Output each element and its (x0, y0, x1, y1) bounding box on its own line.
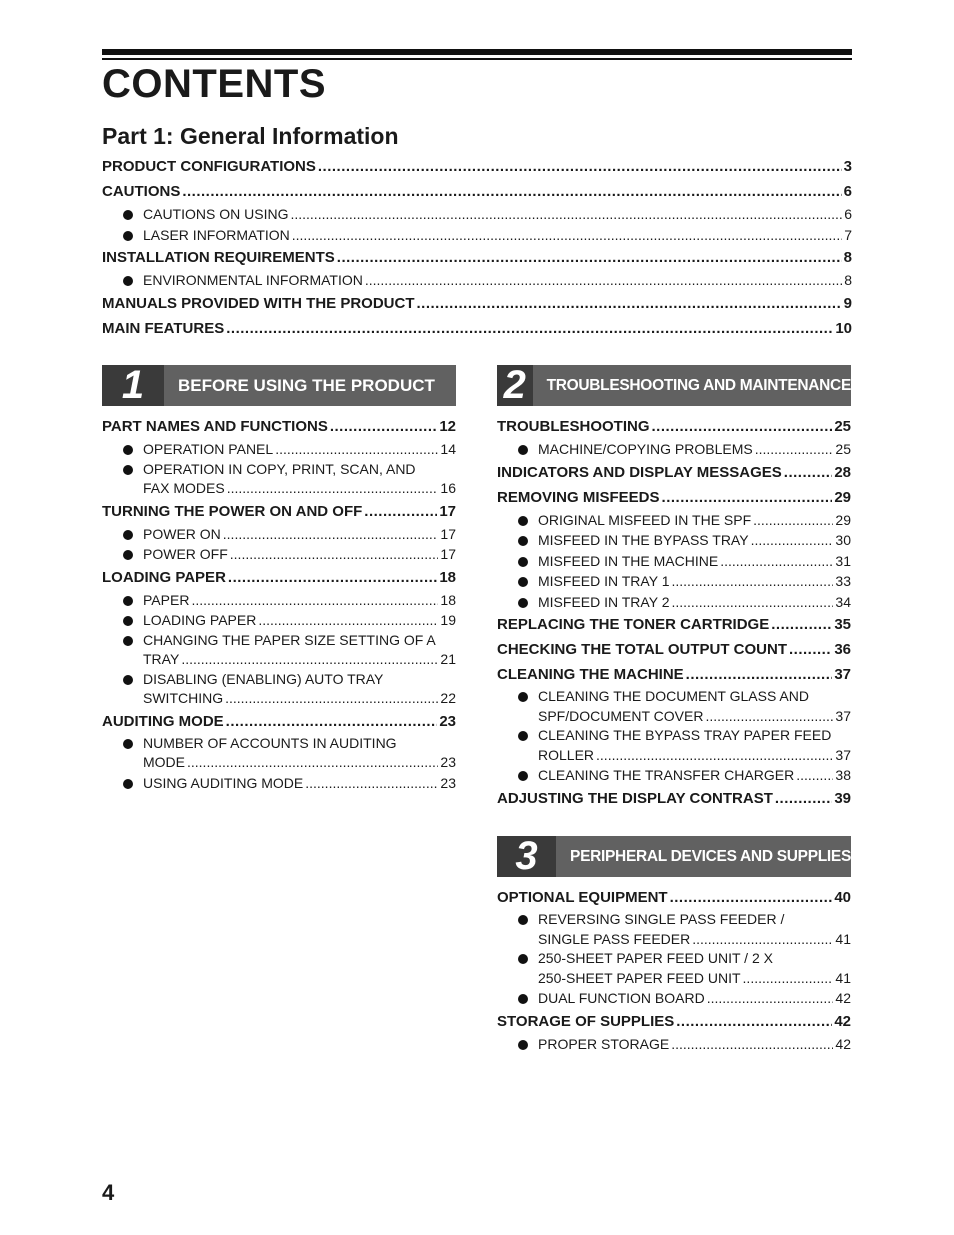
toc-page-number: 10 (835, 319, 852, 337)
bullet-icon (518, 771, 528, 781)
dot-leader (796, 765, 833, 786)
bullet-icon (123, 276, 133, 286)
toc-subitem-title: DUAL FUNCTION BOARD (538, 990, 705, 1006)
toc-section-title: OPTIONAL EQUIPMENT (497, 889, 668, 906)
toc-section-entry[interactable] (497, 786, 851, 811)
toc-subitem-entry[interactable] (497, 530, 851, 551)
toc-section-entry[interactable] (102, 414, 456, 439)
chapter-2-toc (497, 414, 851, 811)
toc-page-number: 18 (439, 568, 456, 586)
toc-section-entry[interactable] (497, 485, 851, 510)
toc-section-entry[interactable] (102, 179, 852, 204)
toc-page-number: 19 (440, 612, 456, 628)
toc-page-number: 34 (835, 593, 851, 610)
toc-subitem-entry[interactable] (497, 988, 851, 1009)
bullet-icon (518, 536, 528, 546)
toc-subitem-entry[interactable] (497, 571, 851, 592)
toc-page-number: 23 (440, 774, 456, 791)
dot-leader (365, 270, 842, 291)
bullet-icon (123, 530, 133, 540)
dot-leader (181, 650, 438, 670)
toc-subitem-entry[interactable] (497, 510, 851, 531)
toc-page-number: 41 (835, 969, 851, 986)
toc-section-entry[interactable] (102, 245, 852, 270)
toc-subitem-title: USING AUDITING MODE (143, 774, 304, 791)
dot-leader (671, 1034, 833, 1055)
toc-subitem-title: PAPER (143, 591, 190, 608)
toc-page-number: 25 (834, 418, 851, 435)
dot-leader (755, 439, 834, 460)
dot-leader (226, 709, 438, 734)
toc-section-title: CHECKING THE TOTAL OUTPUT COUNT (497, 641, 787, 658)
toc-subitem-title-line1: OPERATION IN COPY, PRINT, SCAN, AND (143, 460, 416, 477)
toc-page-number: 31 (835, 552, 851, 569)
dot-leader (182, 179, 841, 204)
toc-subitem-line2 (538, 930, 851, 950)
toc-section-entry[interactable] (497, 637, 851, 662)
toc-subitem-entry[interactable] (102, 773, 456, 794)
toc-section-title: REMOVING MISFEEDS (497, 488, 660, 506)
toc-subitem-title: MACHINE/COPYING PROBLEMS (538, 441, 753, 457)
toc-subitem-line2 (143, 479, 456, 499)
toc-page-number: 8 (844, 272, 852, 288)
toc-section-title: PART NAMES AND FUNCTIONS (102, 418, 328, 435)
toc-page-number: 40 (834, 889, 851, 906)
toc-page-number: 14 (440, 441, 456, 457)
dot-leader (771, 612, 832, 637)
chapter-2-header (497, 365, 851, 406)
toc-subitem-entry[interactable] (102, 204, 852, 225)
toc-subitem-entry[interactable] (102, 631, 456, 670)
toc-section-entry[interactable] (497, 612, 851, 637)
toc-section-title: MAIN FEATURES (102, 319, 225, 337)
toc-page-number: 39 (834, 789, 851, 807)
toc-subitem-title-line1: REVERSING SINGLE PASS FEEDER / (538, 911, 785, 927)
dot-leader (330, 414, 437, 439)
toc-section-entry[interactable] (102, 154, 852, 179)
toc-section-entry[interactable] (102, 291, 852, 316)
bullet-icon (518, 577, 528, 587)
dot-leader (692, 930, 833, 950)
bullet-icon (518, 731, 528, 741)
toc-section-entry[interactable] (497, 662, 851, 687)
dot-leader (223, 524, 439, 545)
toc-section-entry[interactable] (497, 460, 851, 485)
toc-page-number: 17 (440, 546, 456, 562)
toc-page-number: 22 (440, 690, 456, 706)
bullet-icon (123, 231, 133, 241)
toc-subitem-entry[interactable] (102, 524, 456, 545)
toc-section-title: CLEANING THE MACHINE (497, 666, 684, 683)
toc-section-entry[interactable] (497, 1009, 851, 1034)
page-title: CONTENTS (102, 62, 326, 106)
toc-subitem-entry[interactable] (102, 270, 852, 291)
toc-subitem-line2 (143, 650, 456, 670)
dot-leader (652, 414, 833, 439)
toc-subitem-title: FAX MODES (143, 480, 225, 496)
toc-subitem-entry[interactable] (497, 949, 851, 988)
dot-leader (789, 637, 832, 662)
toc-subitem-entry[interactable] (102, 734, 456, 773)
toc-subitem-entry[interactable] (102, 460, 456, 499)
chapter-1-header (102, 365, 456, 406)
bullet-icon (123, 550, 133, 560)
dot-leader (705, 707, 833, 727)
chapter-3-toc (497, 885, 851, 1054)
toc-section-entry[interactable] (497, 885, 851, 910)
dot-leader (676, 1009, 832, 1034)
toc-subitem-title: CLEANING THE TRANSFER CHARGER (538, 767, 795, 783)
dot-leader (226, 316, 833, 341)
toc-subitem-entry[interactable] (497, 687, 851, 726)
toc-page-number: 37 (834, 666, 851, 683)
dot-leader (290, 204, 842, 225)
toc-subitem-title: MISFEED IN THE MACHINE (538, 552, 719, 569)
toc-subitem-entry[interactable] (497, 592, 851, 613)
toc-page-number: 25 (835, 441, 851, 457)
toc-subitem-title: MISFEED IN TRAY 1 (538, 573, 670, 589)
toc-section-title: CAUTIONS (102, 183, 181, 200)
toc-subitem-title: MISFEED IN TRAY 2 (538, 593, 670, 610)
toc-subitem-entry[interactable] (102, 610, 456, 631)
toc-subitem-entry[interactable] (102, 439, 456, 460)
toc-subitem-entry[interactable] (102, 670, 456, 709)
toc-subitem-title: CAUTIONS ON USING (143, 206, 289, 222)
toc-section-entry[interactable] (102, 499, 456, 524)
toc-section-title: AUDITING MODE (102, 712, 224, 730)
toc-page-number: 42 (835, 990, 851, 1006)
bullet-icon (123, 779, 133, 789)
toc-subitem-title: ORIGINAL MISFEED IN THE SPF (538, 511, 752, 528)
toc-subitem-title: OPERATION PANEL (143, 441, 274, 457)
dot-leader (671, 592, 833, 613)
toc-page-number: 23 (439, 712, 456, 730)
dot-leader (258, 610, 438, 631)
toc-page-number: 16 (440, 480, 456, 496)
bullet-icon (123, 210, 133, 220)
dot-leader (187, 753, 438, 773)
toc-subitem-title: SWITCHING (143, 690, 224, 706)
dot-leader (364, 499, 437, 524)
toc-page-number: 42 (834, 1012, 851, 1030)
toc-page-number: 7 (844, 226, 852, 243)
bullet-icon (123, 445, 133, 455)
toc-section-title: TURNING THE POWER ON AND OFF (102, 502, 363, 520)
toc-page-number: 36 (834, 641, 851, 658)
dot-leader (227, 479, 439, 499)
toc-page-number: 42 (835, 1035, 851, 1052)
toc-subitem-title: TRAY (143, 651, 180, 667)
chapter-number: 3 (497, 836, 556, 877)
toc-page-number: 17 (439, 502, 456, 520)
bullet-icon (123, 596, 133, 606)
toc-page-number: 29 (834, 488, 851, 506)
toc-page-number: 8 (843, 249, 852, 266)
toc-subitem-title: LASER INFORMATION (143, 226, 290, 243)
toc-section-title: REPLACING THE TONER CARTRIDGE (497, 616, 770, 633)
bullet-icon (518, 598, 528, 608)
chapter-title: TROUBLESHOOTING AND MAINTENANCE (546, 376, 851, 394)
dot-leader (417, 291, 842, 316)
bullet-icon (123, 675, 133, 685)
toc-page-number: 28 (834, 463, 851, 481)
toc-page-number: 37 (835, 746, 851, 763)
dot-leader (596, 746, 833, 766)
toc-subitem-entry[interactable] (102, 225, 852, 246)
toc-page-number: 30 (835, 532, 851, 548)
chapter-title: BEFORE USING THE PRODUCT (178, 375, 435, 395)
dot-leader (686, 662, 833, 687)
toc-subitem-line2 (538, 969, 851, 989)
toc-section-title: INDICATORS AND DISPLAY MESSAGES (497, 463, 782, 481)
toc-page-number: 18 (440, 591, 456, 608)
toc-subitem-title: POWER ON (143, 525, 221, 542)
toc-page-number: 38 (835, 767, 851, 783)
bullet-icon (518, 692, 528, 702)
toc-page-number: 29 (835, 511, 851, 528)
toc-section-title: STORAGE OF SUPPLIES (497, 1012, 675, 1030)
bullet-icon (518, 1040, 528, 1050)
toc-page-number: 6 (844, 206, 852, 222)
bullet-icon (123, 636, 133, 646)
dot-leader (753, 510, 833, 531)
toc-page-number: 37 (835, 707, 851, 724)
toc-subitem-title-line1: NUMBER OF ACCOUNTS IN AUDITING (143, 734, 397, 751)
toc-section-title: MANUALS PROVIDED WITH THE PRODUCT (102, 294, 415, 312)
toc-page-number: 12 (439, 418, 456, 435)
dot-leader (305, 773, 438, 794)
toc-section-title: PRODUCT CONFIGURATIONS (102, 158, 316, 175)
dot-leader (191, 590, 438, 611)
toc-subitem-line2 (143, 689, 456, 709)
dot-leader (230, 544, 439, 565)
toc-page-number: 9 (843, 294, 852, 312)
toc-page-number: 3 (843, 158, 852, 175)
chapter-3-header (497, 836, 851, 877)
toc-subitem-entry[interactable] (102, 590, 456, 611)
bullet-icon (123, 616, 133, 626)
bullet-icon (518, 445, 528, 455)
toc-subitem-title: SPF/DOCUMENT COVER (538, 707, 704, 724)
toc-subitem-title: ROLLER (538, 746, 595, 763)
dot-leader (671, 571, 833, 592)
toc-subitem-title: ENVIRONMENTAL INFORMATION (143, 272, 363, 288)
toc-section-entry[interactable] (102, 709, 456, 734)
toc-subitem-entry[interactable] (497, 551, 851, 572)
toc-subitem-title: PROPER STORAGE (538, 1035, 670, 1052)
toc-subitem-title: MODE (143, 754, 185, 770)
dot-leader (784, 460, 833, 485)
toc-subitem-entry[interactable] (497, 726, 851, 765)
chapter-number: 2 (497, 365, 533, 406)
toc-page-number: 33 (835, 573, 851, 589)
toc-subitem-title-line1: CLEANING THE DOCUMENT GLASS AND (538, 688, 809, 704)
dot-leader (337, 245, 842, 270)
dot-leader (225, 689, 438, 709)
toc-subitem-entry[interactable] (497, 765, 851, 786)
toc-subitem-title-line1: DISABLING (ENABLING) AUTO TRAY (143, 670, 384, 687)
bullet-icon (123, 739, 133, 749)
dot-leader (743, 969, 834, 989)
dot-leader (318, 154, 842, 179)
dot-leader (670, 885, 833, 910)
bullet-icon (518, 994, 528, 1004)
toc-page-number: 17 (440, 525, 456, 542)
toc-page-number: 23 (440, 754, 456, 770)
toc-section-entry[interactable] (497, 414, 851, 439)
dot-leader (275, 439, 438, 460)
toc-section-entry[interactable] (102, 565, 456, 590)
toc-page-number: 21 (440, 651, 456, 667)
toc-section-title: ADJUSTING THE DISPLAY CONTRAST (497, 789, 773, 807)
bullet-icon (518, 516, 528, 526)
general-toc (102, 154, 852, 341)
toc-section-entry[interactable] (102, 316, 852, 341)
toc-subitem-entry[interactable] (497, 439, 851, 460)
toc-section-title: INSTALLATION REQUIREMENTS (102, 249, 335, 266)
toc-section-title: TROUBLESHOOTING (497, 418, 650, 435)
toc-subitem-title-line1: CLEANING THE BYPASS TRAY PAPER FEED (538, 727, 832, 743)
dot-leader (751, 530, 834, 551)
toc-subitem-title: LOADING PAPER (143, 612, 257, 628)
dot-leader (775, 786, 832, 811)
bullet-icon (518, 915, 528, 925)
part-heading: Part 1: General Information (102, 123, 399, 149)
chapter-1-toc (102, 414, 456, 793)
toc-page-number: 6 (843, 183, 852, 200)
header-rule-thin (102, 58, 852, 60)
toc-page-number: 41 (835, 930, 851, 947)
toc-page-number: 35 (834, 616, 851, 633)
dot-leader (228, 565, 437, 590)
chapter-title: PERIPHERAL DEVICES AND SUPPLIES (570, 847, 851, 865)
toc-subitem-title: SINGLE PASS FEEDER (538, 930, 691, 947)
bullet-icon (518, 954, 528, 964)
header-rule-thick (102, 49, 852, 55)
page-number: 4 (102, 1180, 115, 1205)
toc-subitem-line2 (143, 753, 456, 773)
bullet-icon (123, 465, 133, 475)
toc-subitem-entry[interactable] (102, 544, 456, 565)
toc-subitem-entry[interactable] (497, 1034, 851, 1055)
toc-subitem-line2 (538, 707, 851, 727)
dot-leader (707, 988, 834, 1009)
dot-leader (292, 225, 842, 246)
bullet-icon (518, 557, 528, 567)
dot-leader (720, 551, 833, 572)
toc-subitem-line2 (538, 746, 851, 766)
toc-subitem-entry[interactable] (497, 910, 851, 949)
chapter-number: 1 (102, 365, 164, 406)
dot-leader (662, 485, 833, 510)
toc-subitem-title: 250-SHEET PAPER FEED UNIT (538, 969, 741, 986)
toc-subitem-title-line1: CHANGING THE PAPER SIZE SETTING OF A (143, 631, 436, 648)
toc-subitem-title: POWER OFF (143, 546, 228, 562)
toc-subitem-title-line1: 250-SHEET PAPER FEED UNIT / 2 X (538, 950, 773, 966)
toc-subitem-title: MISFEED IN THE BYPASS TRAY (538, 532, 749, 548)
toc-section-title: LOADING PAPER (102, 568, 226, 586)
